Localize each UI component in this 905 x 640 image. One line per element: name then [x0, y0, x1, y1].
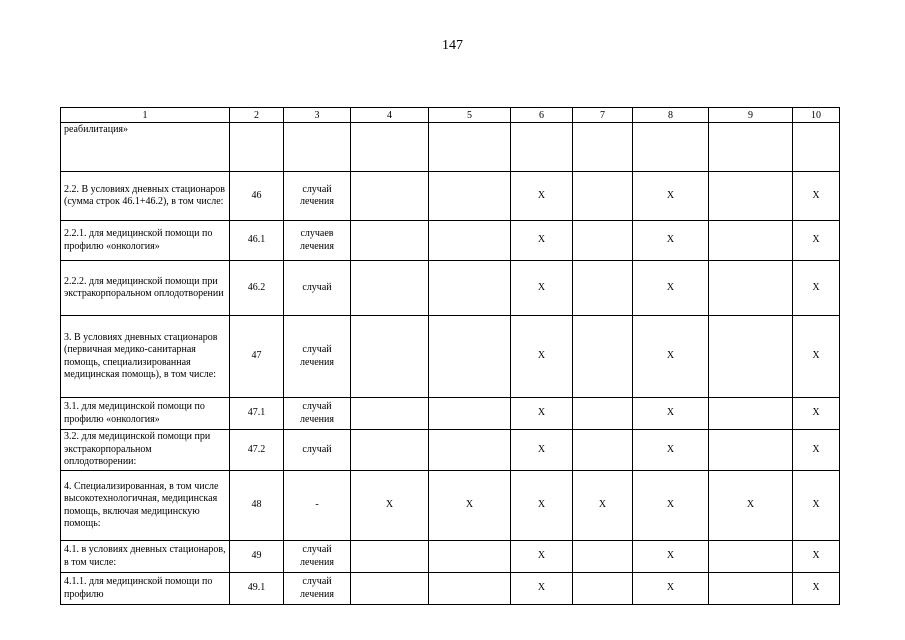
table-cell: случай лечения: [284, 573, 351, 605]
column-header: 10: [793, 108, 840, 123]
table-cell: случай лечения: [284, 541, 351, 573]
table-cell: [429, 541, 511, 573]
table-cell: X: [633, 398, 709, 430]
row-name-cell: 4. Специализированная, в том числе высокотехнологичная, медицинская помощь, включая медицинскую помощь:: [61, 471, 230, 541]
table-cell: X: [511, 398, 573, 430]
column-header: 6: [511, 108, 573, 123]
table-cell: X: [633, 541, 709, 573]
table-cell: [429, 316, 511, 398]
table-cell: [429, 261, 511, 316]
table-cell: X: [511, 261, 573, 316]
table-cell: [573, 573, 633, 605]
table-cell: [351, 123, 429, 172]
table-cell: [573, 261, 633, 316]
table-cell: [284, 123, 351, 172]
table-cell: X: [793, 430, 840, 471]
table-cell: [709, 123, 793, 172]
table-cell: [573, 316, 633, 398]
table-cell: X: [793, 573, 840, 605]
column-header: 9: [709, 108, 793, 123]
table-cell: [429, 123, 511, 172]
row-name-cell: 3. В условиях дневных стационаров (первичная медико-санитарная помощь, специализированная медицинская помощь), в том числе:: [61, 316, 230, 398]
table-cell: X: [793, 172, 840, 221]
table-cell: 47.2: [230, 430, 284, 471]
table-cell: [351, 221, 429, 261]
table-cell: [709, 398, 793, 430]
column-header: 4: [351, 108, 429, 123]
table-cell: X: [793, 541, 840, 573]
row-name-cell: 3.1. для медицинской помощи по профилю «онкология»: [61, 398, 230, 430]
table-cell: X: [633, 430, 709, 471]
table-cell: [429, 172, 511, 221]
table-cell: X: [429, 471, 511, 541]
table-cell: X: [511, 471, 573, 541]
table-cell: X: [633, 573, 709, 605]
table-cell: [351, 573, 429, 605]
column-header: 7: [573, 108, 633, 123]
table-cell: [573, 172, 633, 221]
data-table: [60, 107, 840, 605]
table-row: [61, 573, 840, 605]
table-cell: 46: [230, 172, 284, 221]
table-cell: случай лечения: [284, 398, 351, 430]
table-row: [61, 541, 840, 573]
table-cell: [511, 123, 573, 172]
table-cell: [429, 221, 511, 261]
table-cell: [351, 541, 429, 573]
table-cell: X: [511, 221, 573, 261]
table-cell: X: [511, 316, 573, 398]
table-cell: X: [633, 471, 709, 541]
table-cell: X: [633, 221, 709, 261]
table-header-row: [61, 108, 840, 123]
table-cell: 46.2: [230, 261, 284, 316]
table-row: [61, 398, 840, 430]
table-cell: 48: [230, 471, 284, 541]
table-row: [61, 471, 840, 541]
table-cell: X: [511, 430, 573, 471]
table-cell: X: [793, 316, 840, 398]
table-cell: X: [351, 471, 429, 541]
column-header: 5: [429, 108, 511, 123]
table-row: [61, 221, 840, 261]
table-cell: X: [573, 471, 633, 541]
column-header: 3: [284, 108, 351, 123]
table-cell: [709, 573, 793, 605]
table-cell: [351, 398, 429, 430]
column-header: 2: [230, 108, 284, 123]
table-cell: [709, 221, 793, 261]
table-cell: 49.1: [230, 573, 284, 605]
table-cell: [573, 398, 633, 430]
table-cell: X: [793, 471, 840, 541]
table-row: [61, 123, 840, 172]
table-cell: [573, 123, 633, 172]
table-cell: [351, 172, 429, 221]
table-cell: [429, 430, 511, 471]
table-cell: случай лечения: [284, 172, 351, 221]
table-cell: случаев лечения: [284, 221, 351, 261]
row-name-cell: 2.2.2. для медицинской помощи при экстракорпоральном оплодотворении: [61, 261, 230, 316]
table-cell: [709, 261, 793, 316]
table-cell: 49: [230, 541, 284, 573]
table-cell: X: [511, 172, 573, 221]
table-cell: [709, 316, 793, 398]
table-cell: [230, 123, 284, 172]
table-cell: X: [633, 261, 709, 316]
table-cell: X: [511, 541, 573, 573]
table-cell: X: [633, 172, 709, 221]
row-name-cell: 2.2. В условиях дневных стационаров (сумма строк 46.1+46.2), в том числе:: [61, 172, 230, 221]
table-row: [61, 430, 840, 471]
table-cell: [573, 430, 633, 471]
row-name-cell: 4.1. в условиях дневных стационаров, в том числе:: [61, 541, 230, 573]
table-cell: X: [709, 471, 793, 541]
table-cell: [709, 430, 793, 471]
table-cell: [351, 261, 429, 316]
table-cell: 47.1: [230, 398, 284, 430]
table-row: [61, 261, 840, 316]
table-row: [61, 316, 840, 398]
page-number: 147: [442, 38, 463, 53]
table-cell: X: [793, 261, 840, 316]
row-name-cell: 2.2.1. для медицинской помощи по профилю «онкология»: [61, 221, 230, 261]
table-cell: [633, 123, 709, 172]
table-cell: [351, 430, 429, 471]
table-cell: [573, 541, 633, 573]
table-cell: X: [793, 221, 840, 261]
table-cell: [351, 316, 429, 398]
table-row: [61, 172, 840, 221]
table-cell: случай: [284, 430, 351, 471]
table-cell: 47: [230, 316, 284, 398]
table-cell: случай лечения: [284, 316, 351, 398]
row-name-cell: реабилитация»: [61, 123, 230, 172]
table-cell: X: [633, 316, 709, 398]
column-header: 1: [61, 108, 230, 123]
table-cell: X: [793, 398, 840, 430]
row-name-cell: 3.2. для медицинской помощи при экстракорпоральном оплодотворении:: [61, 430, 230, 471]
table-cell: -: [284, 471, 351, 541]
table-cell: [573, 221, 633, 261]
table-cell: X: [511, 573, 573, 605]
table-cell: 46.1: [230, 221, 284, 261]
table-cell: [429, 573, 511, 605]
column-header: 8: [633, 108, 709, 123]
table-cell: [709, 172, 793, 221]
table-cell: [793, 123, 840, 172]
row-name-cell: 4.1.1. для медицинской помощи по профилю: [61, 573, 230, 605]
table-cell: [429, 398, 511, 430]
table-cell: случай: [284, 261, 351, 316]
table-cell: [709, 541, 793, 573]
